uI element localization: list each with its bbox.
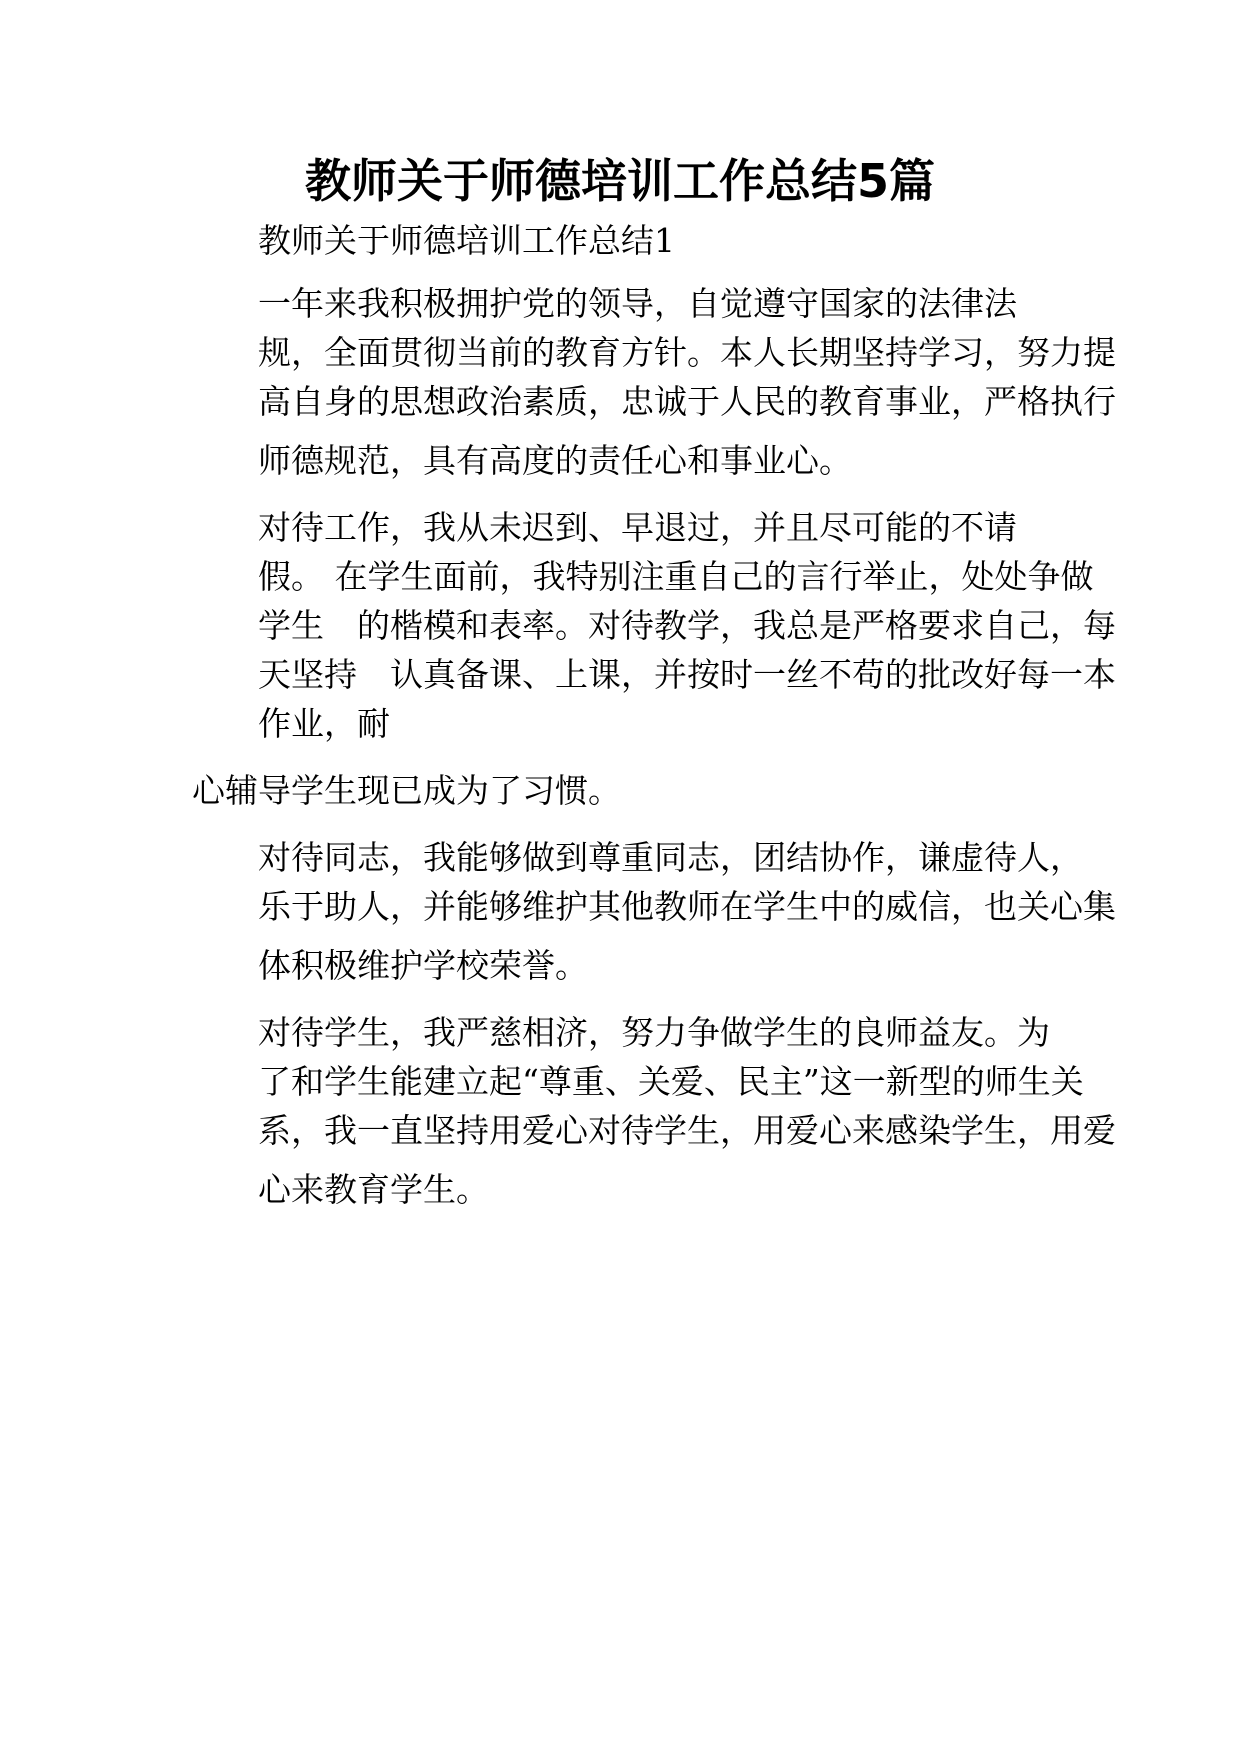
paragraph-line: 一年来我积极拥护党的领导，自觉遵守国家的法律法 xyxy=(258,284,1017,323)
paragraph-line: 了和学生能建立起“尊重、关爱、民主”这一新型的师生关 xyxy=(258,1062,1084,1101)
paragraph-line: 作业，耐 xyxy=(258,704,390,743)
paragraph-line: 学生 的楷模和表率。对待教学，我总是严格要求自己，每 xyxy=(258,606,1116,645)
paragraph-line: 对待工作，我从未迟到、早退过，并且尽可能的不请 xyxy=(258,508,1017,547)
paragraph xyxy=(192,279,1116,485)
paragraph-line: 体积极维护学校荣誉。 xyxy=(258,946,588,985)
paragraph xyxy=(192,833,1116,990)
paragraph-line: 天坚持 认真备课、上课，并按时一丝不苟的批改好每一本 xyxy=(258,655,1116,694)
paragraph-line: 系，我一直坚持用爱心对待学生，用爱心来感染学生，用爱 xyxy=(258,1111,1116,1150)
paragraph-line: 对待学生，我严慈相济，努力争做学生的良师益友。为 xyxy=(258,1013,1050,1052)
paragraph xyxy=(192,1008,1116,1214)
document-title: 教师关于师德培训工作总结5篇 xyxy=(304,154,935,208)
paragraph-line: 师德规范，具有高度的责任心和事业心。 xyxy=(258,441,852,480)
paragraph-line: 高自身的思想政治素质，忠诚于人民的教育事业，严格执行 xyxy=(258,382,1116,421)
paragraph-line: 乐于助人，并能够维护其他教师在学生中的威信，也关心集 xyxy=(258,887,1116,926)
document-body xyxy=(192,216,1116,1232)
paragraph-line: 心辅导学生现已成为了习惯。 xyxy=(192,771,621,810)
paragraph-line: 对待同志，我能够做到尊重同志，团结协作，谦虚待人， xyxy=(258,838,1083,877)
section-heading: 教师关于师德培训工作总结1 xyxy=(258,221,675,260)
paragraph-line: 规，全面贯彻当前的教育方针。本人长期坚持学习，努力提 xyxy=(258,333,1116,372)
paragraph xyxy=(192,766,1072,815)
paragraph-line: 假。 在学生面前，我特别注重自己的言行举止，处处争做 xyxy=(258,557,1094,596)
paragraph-line: 心来教育学生。 xyxy=(258,1170,489,1209)
paragraph xyxy=(192,503,1116,748)
